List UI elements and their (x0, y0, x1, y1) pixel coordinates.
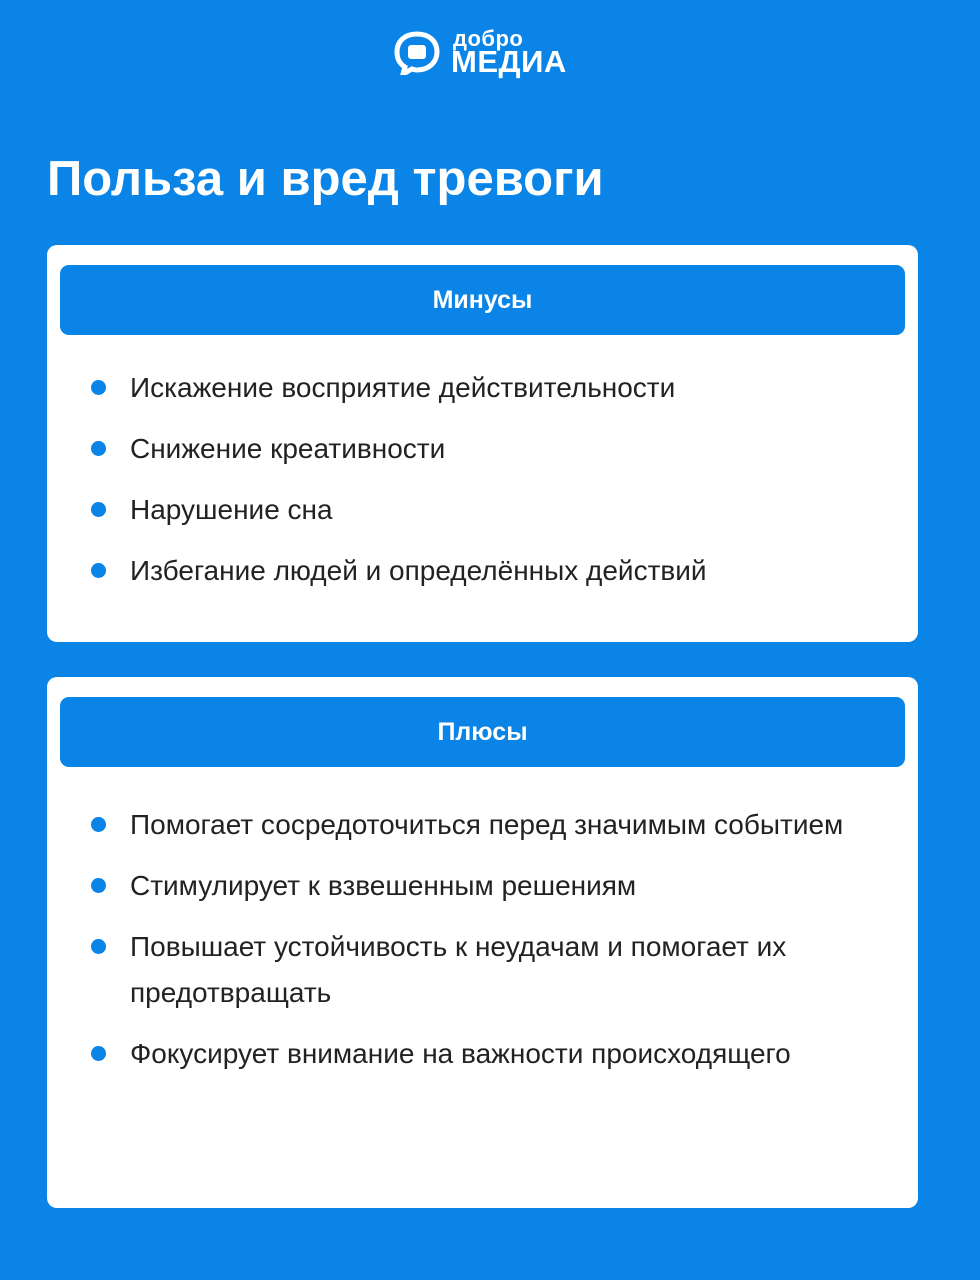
bullet-dot-icon (91, 878, 106, 893)
list-item (47, 548, 918, 594)
list-item-text: Повышает устойчивость к неудачам и помогает их предотвращать (130, 931, 787, 1008)
list-item (47, 924, 918, 1016)
minus-list (47, 365, 918, 609)
list-item-text: Нарушение сна (130, 494, 333, 525)
brand-word-top: добро (453, 26, 524, 51)
list-item (47, 863, 918, 909)
bullet-dot-icon (91, 817, 106, 832)
list-item-text: Помогает сосредоточиться перед значимым событием (130, 809, 844, 840)
list-item (47, 487, 918, 533)
bullet-dot-icon (91, 380, 106, 395)
list-item-text: Стимулирует к взвешенным решениям (130, 870, 637, 901)
brand-logo (393, 28, 593, 78)
list-item (47, 365, 918, 411)
list-item-text: Искажение восприятие действительности (130, 372, 676, 403)
plus-heading: Плюсы (60, 697, 905, 767)
list-item (47, 1031, 918, 1077)
list-item-text: Избегание людей и определённых действий (130, 555, 707, 586)
plus-list (47, 802, 918, 1092)
list-item-text: Снижение креативности (130, 433, 446, 464)
bullet-dot-icon (91, 502, 106, 517)
minus-card (47, 245, 918, 642)
speech-bubble-icon (393, 31, 441, 75)
list-item (47, 802, 918, 848)
brand-word-bottom: МЕДИА (451, 44, 567, 79)
plus-card (47, 677, 918, 1208)
bullet-dot-icon (91, 1046, 106, 1061)
bullet-dot-icon (91, 441, 106, 456)
bullet-dot-icon (91, 939, 106, 954)
minus-heading: Минусы (60, 265, 905, 335)
list-item (47, 426, 918, 472)
list-item-text: Фокусирует внимание на важности происходящего (130, 1038, 791, 1069)
page-title: Польза и вред тревоги (47, 152, 604, 206)
bullet-dot-icon (91, 563, 106, 578)
